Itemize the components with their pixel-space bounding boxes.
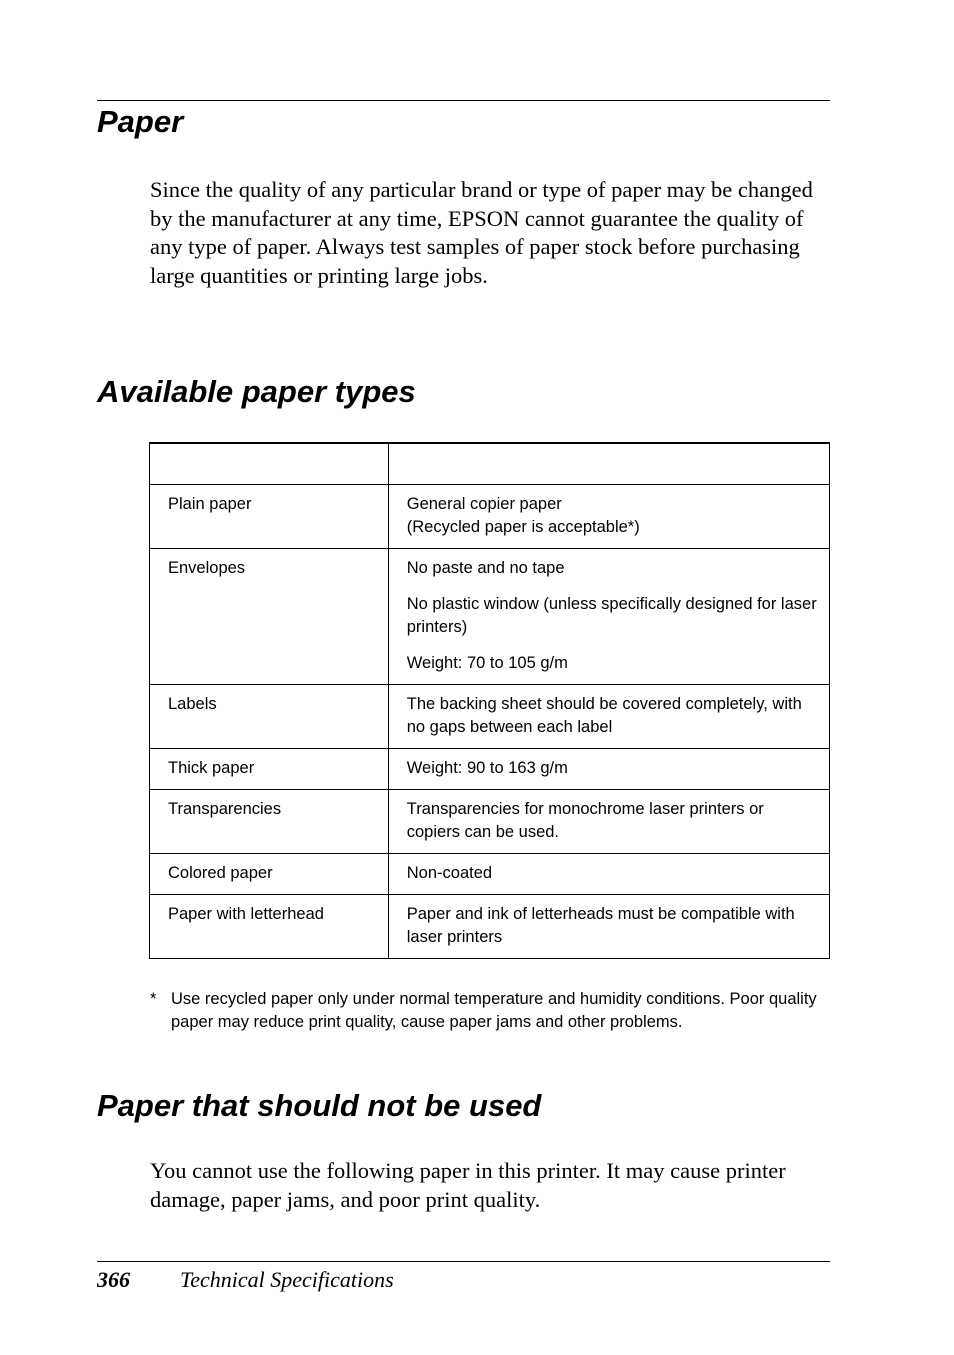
footer-rule (97, 1261, 830, 1262)
top-rule (97, 100, 830, 101)
paper-type-cell: Envelopes (150, 549, 389, 685)
paper-details-cell (388, 685, 829, 749)
footnote-text: Use recycled paper only under normal temperature and humidity conditions. Poor quality paper may reduce print quality, cause paper jams and other problems. (171, 990, 817, 1031)
detail-line: Transparencies for monochrome laser printers or copiers can be used. (406, 800, 764, 841)
paper-type-cell: Thick paper (150, 749, 389, 790)
paper-type-cell: Paper with letterhead (150, 895, 389, 959)
detail-line: General copier paper (406, 495, 562, 513)
footer-section-title: Technical Specifications (180, 1267, 394, 1292)
page-footer (97, 1266, 394, 1294)
detail-paragraph: Weight: 70 to 105 g/m (406, 654, 568, 672)
paper-type-cell: Labels (150, 685, 389, 749)
page-number: 366 (97, 1267, 130, 1292)
table-footnote (150, 988, 832, 1034)
paper-types-table (149, 442, 830, 959)
paper-details-cell (388, 549, 829, 685)
detail-line: The backing sheet should be covered completely, with no gaps between each label (406, 695, 802, 736)
table-row (150, 854, 830, 895)
paper-intro-paragraph: Since the quality of any particular brand or type of paper may be changed by the manufacturer at any time, EPSON cannot guarantee the quality of any type of paper. Always test samples of paper stock before purchasing large quantities or printing large jobs. (150, 177, 813, 288)
section-title-paper: Paper (97, 104, 184, 139)
detail-line: Paper and ink of letterheads must be compatible with laser printers (406, 905, 795, 946)
section-title-available-paper-types: Available paper types (97, 374, 416, 409)
paper-details-cell (388, 790, 829, 854)
detail-paragraph: No plastic window (unless specifically designed for laser printers) (406, 595, 817, 636)
paper-details-cell (388, 854, 829, 895)
table-row (150, 485, 830, 549)
table-row (150, 685, 830, 749)
paper-details-cell (388, 485, 829, 549)
paper-details-cell (388, 895, 829, 959)
detail-line: (Recycled paper is acceptable*) (406, 518, 640, 536)
table-row (150, 549, 830, 685)
table-header-row (150, 443, 830, 485)
detail-paragraph: No paste and no tape (406, 559, 565, 577)
table-row (150, 895, 830, 959)
paper-not-used-paragraph: You cannot use the following paper in this printer. It may cause printer damage, paper jams, and poor print quality. (150, 1158, 786, 1212)
table-header-cell (150, 443, 389, 485)
section-title-paper-not-used: Paper that should not be used (97, 1088, 542, 1123)
paper-type-cell: Colored paper (150, 854, 389, 895)
table-row (150, 790, 830, 854)
paper-details-cell (388, 749, 829, 790)
detail-line: Non-coated (406, 864, 493, 882)
table-header-cell (388, 443, 829, 485)
paper-type-cell: Transparencies (150, 790, 389, 854)
footnote-asterisk: * (150, 990, 157, 1008)
detail-line: Weight: 90 to 163 g/m (406, 759, 568, 777)
paper-type-cell: Plain paper (150, 485, 389, 549)
table-row (150, 749, 830, 790)
